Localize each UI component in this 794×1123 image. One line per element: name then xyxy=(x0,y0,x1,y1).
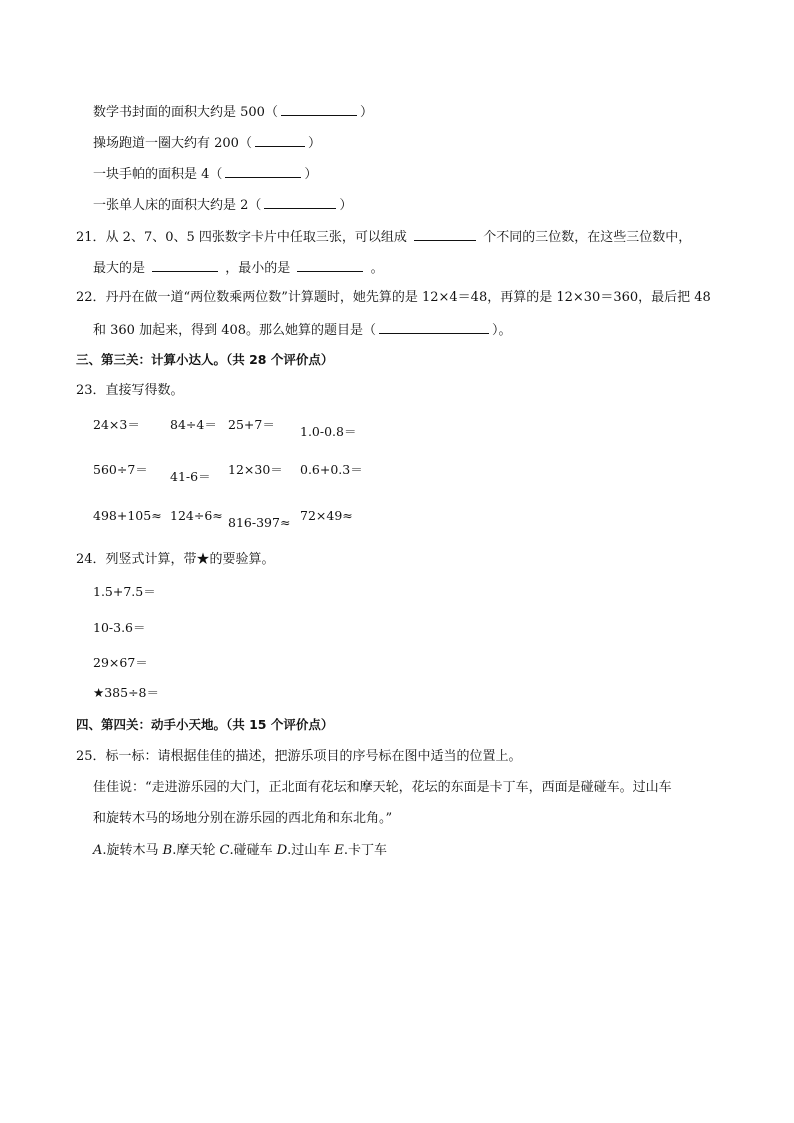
vertical-calc-item: 29×67＝ xyxy=(93,655,148,670)
fill-line-close: ） xyxy=(304,167,318,182)
question-21-text: 21．从 2、7、0、5 四张数字卡片中任取三张，可以组成 xyxy=(76,230,407,245)
answer-blank[interactable] xyxy=(225,164,301,178)
option-text: .旋转木马 xyxy=(102,843,163,858)
calc-item: 816-397≈ xyxy=(228,515,291,530)
answer-blank-count[interactable] xyxy=(414,227,476,241)
calc-item: 12×30＝ xyxy=(228,462,283,477)
question-25-desc-1: 佳佳说：“走进游乐园的大门，正北面有花坛和摩天轮，花坛的东面是卡丁车，西面是碰碰车。过山车 xyxy=(93,780,672,795)
calc-item: 24×3＝ xyxy=(93,417,140,432)
fill-line-close: ） xyxy=(359,105,373,120)
option-letter: E xyxy=(334,843,344,858)
question-21-end: 。 xyxy=(370,261,384,276)
calc-item: 1.0-0.8＝ xyxy=(300,424,357,439)
calc-item: 84÷4＝ xyxy=(170,417,217,432)
question-22-text: 和 360 加起来，得到 408。那么她算的题目是（ xyxy=(93,323,377,338)
fill-line-text: 操场跑道一圈大约有 200（ xyxy=(93,136,252,151)
option-text: .卡丁车 xyxy=(343,843,388,858)
question-21-line-2 xyxy=(93,258,384,278)
calc-item: 72×49≈ xyxy=(300,508,353,523)
calc-item: 124÷6≈ xyxy=(170,508,223,523)
question-22-line-1: 22．丹丹在做一道“两位数乘两位数”计算题时，她先算的是 12×4＝48，再算的是 12×30＝360，最后把 48 xyxy=(76,290,711,305)
calc-item: 498+105≈ xyxy=(93,508,162,523)
vertical-calc-item: 10-3.6＝ xyxy=(93,620,146,635)
calc-item: 25+7＝ xyxy=(228,417,275,432)
question-21-min-label: ，最小的是 xyxy=(225,261,291,276)
answer-blank-min[interactable] xyxy=(297,258,363,272)
answer-blank[interactable] xyxy=(255,133,305,147)
question-22-line-2 xyxy=(93,320,512,340)
fill-line-3 xyxy=(93,164,317,184)
fill-line-text: 一张单人床的面积大约是 2（ xyxy=(93,198,262,213)
question-25-desc-2: 和旋转木马的场地分别在游乐园的西北角和东北角。” xyxy=(93,811,393,826)
answer-blank-equation[interactable] xyxy=(379,320,489,334)
question-24-title: 24．列竖式计算，带★的要验算。 xyxy=(76,552,275,567)
option-text: .摩天轮 xyxy=(172,843,220,858)
question-25-options xyxy=(93,842,387,860)
option-text: .过山车 xyxy=(287,843,335,858)
question-21-text-cont: 个不同的三位数，在这些三位数中， xyxy=(483,230,692,245)
option-letter: D xyxy=(276,843,288,858)
option-letter: C xyxy=(219,843,230,858)
vertical-calc-item: ★385÷8＝ xyxy=(93,685,159,700)
option-letter: B xyxy=(162,843,173,858)
fill-line-text: 一块手帕的面积是 4（ xyxy=(93,167,223,182)
calc-item: 0.6+0.3＝ xyxy=(300,462,363,477)
fill-line-1 xyxy=(93,102,373,122)
calc-item: 41-6＝ xyxy=(170,469,211,484)
question-21-max-label: 最大的是 xyxy=(93,261,146,276)
fill-line-close: ） xyxy=(307,136,321,151)
answer-blank[interactable] xyxy=(281,102,357,116)
question-21-line-1 xyxy=(76,227,691,247)
question-22-close: ）。 xyxy=(492,323,512,338)
question-25-title: 25．标一标：请根据佳佳的描述，把游乐项目的序号标在图中适当的位置上。 xyxy=(76,749,522,764)
answer-blank-max[interactable] xyxy=(152,258,218,272)
section-3-heading: 三、第三关：计算小达人。（共 28 个评价点） xyxy=(76,352,334,367)
fill-line-4 xyxy=(93,195,352,215)
fill-line-text: 数学书封面的面积大约是 500（ xyxy=(93,105,278,120)
option-letter: A xyxy=(93,843,103,858)
section-4-heading: 四、第四关：动手小天地。（共 15 个评价点） xyxy=(76,717,334,732)
option-text: .碰碰车 xyxy=(229,843,277,858)
calc-item: 560÷7＝ xyxy=(93,462,148,477)
question-23-title: 23．直接写得数。 xyxy=(76,383,184,398)
fill-line-2 xyxy=(93,133,321,153)
fill-line-close: ） xyxy=(339,198,353,213)
vertical-calc-item: 1.5+7.5＝ xyxy=(93,584,156,599)
answer-blank[interactable] xyxy=(264,195,336,209)
